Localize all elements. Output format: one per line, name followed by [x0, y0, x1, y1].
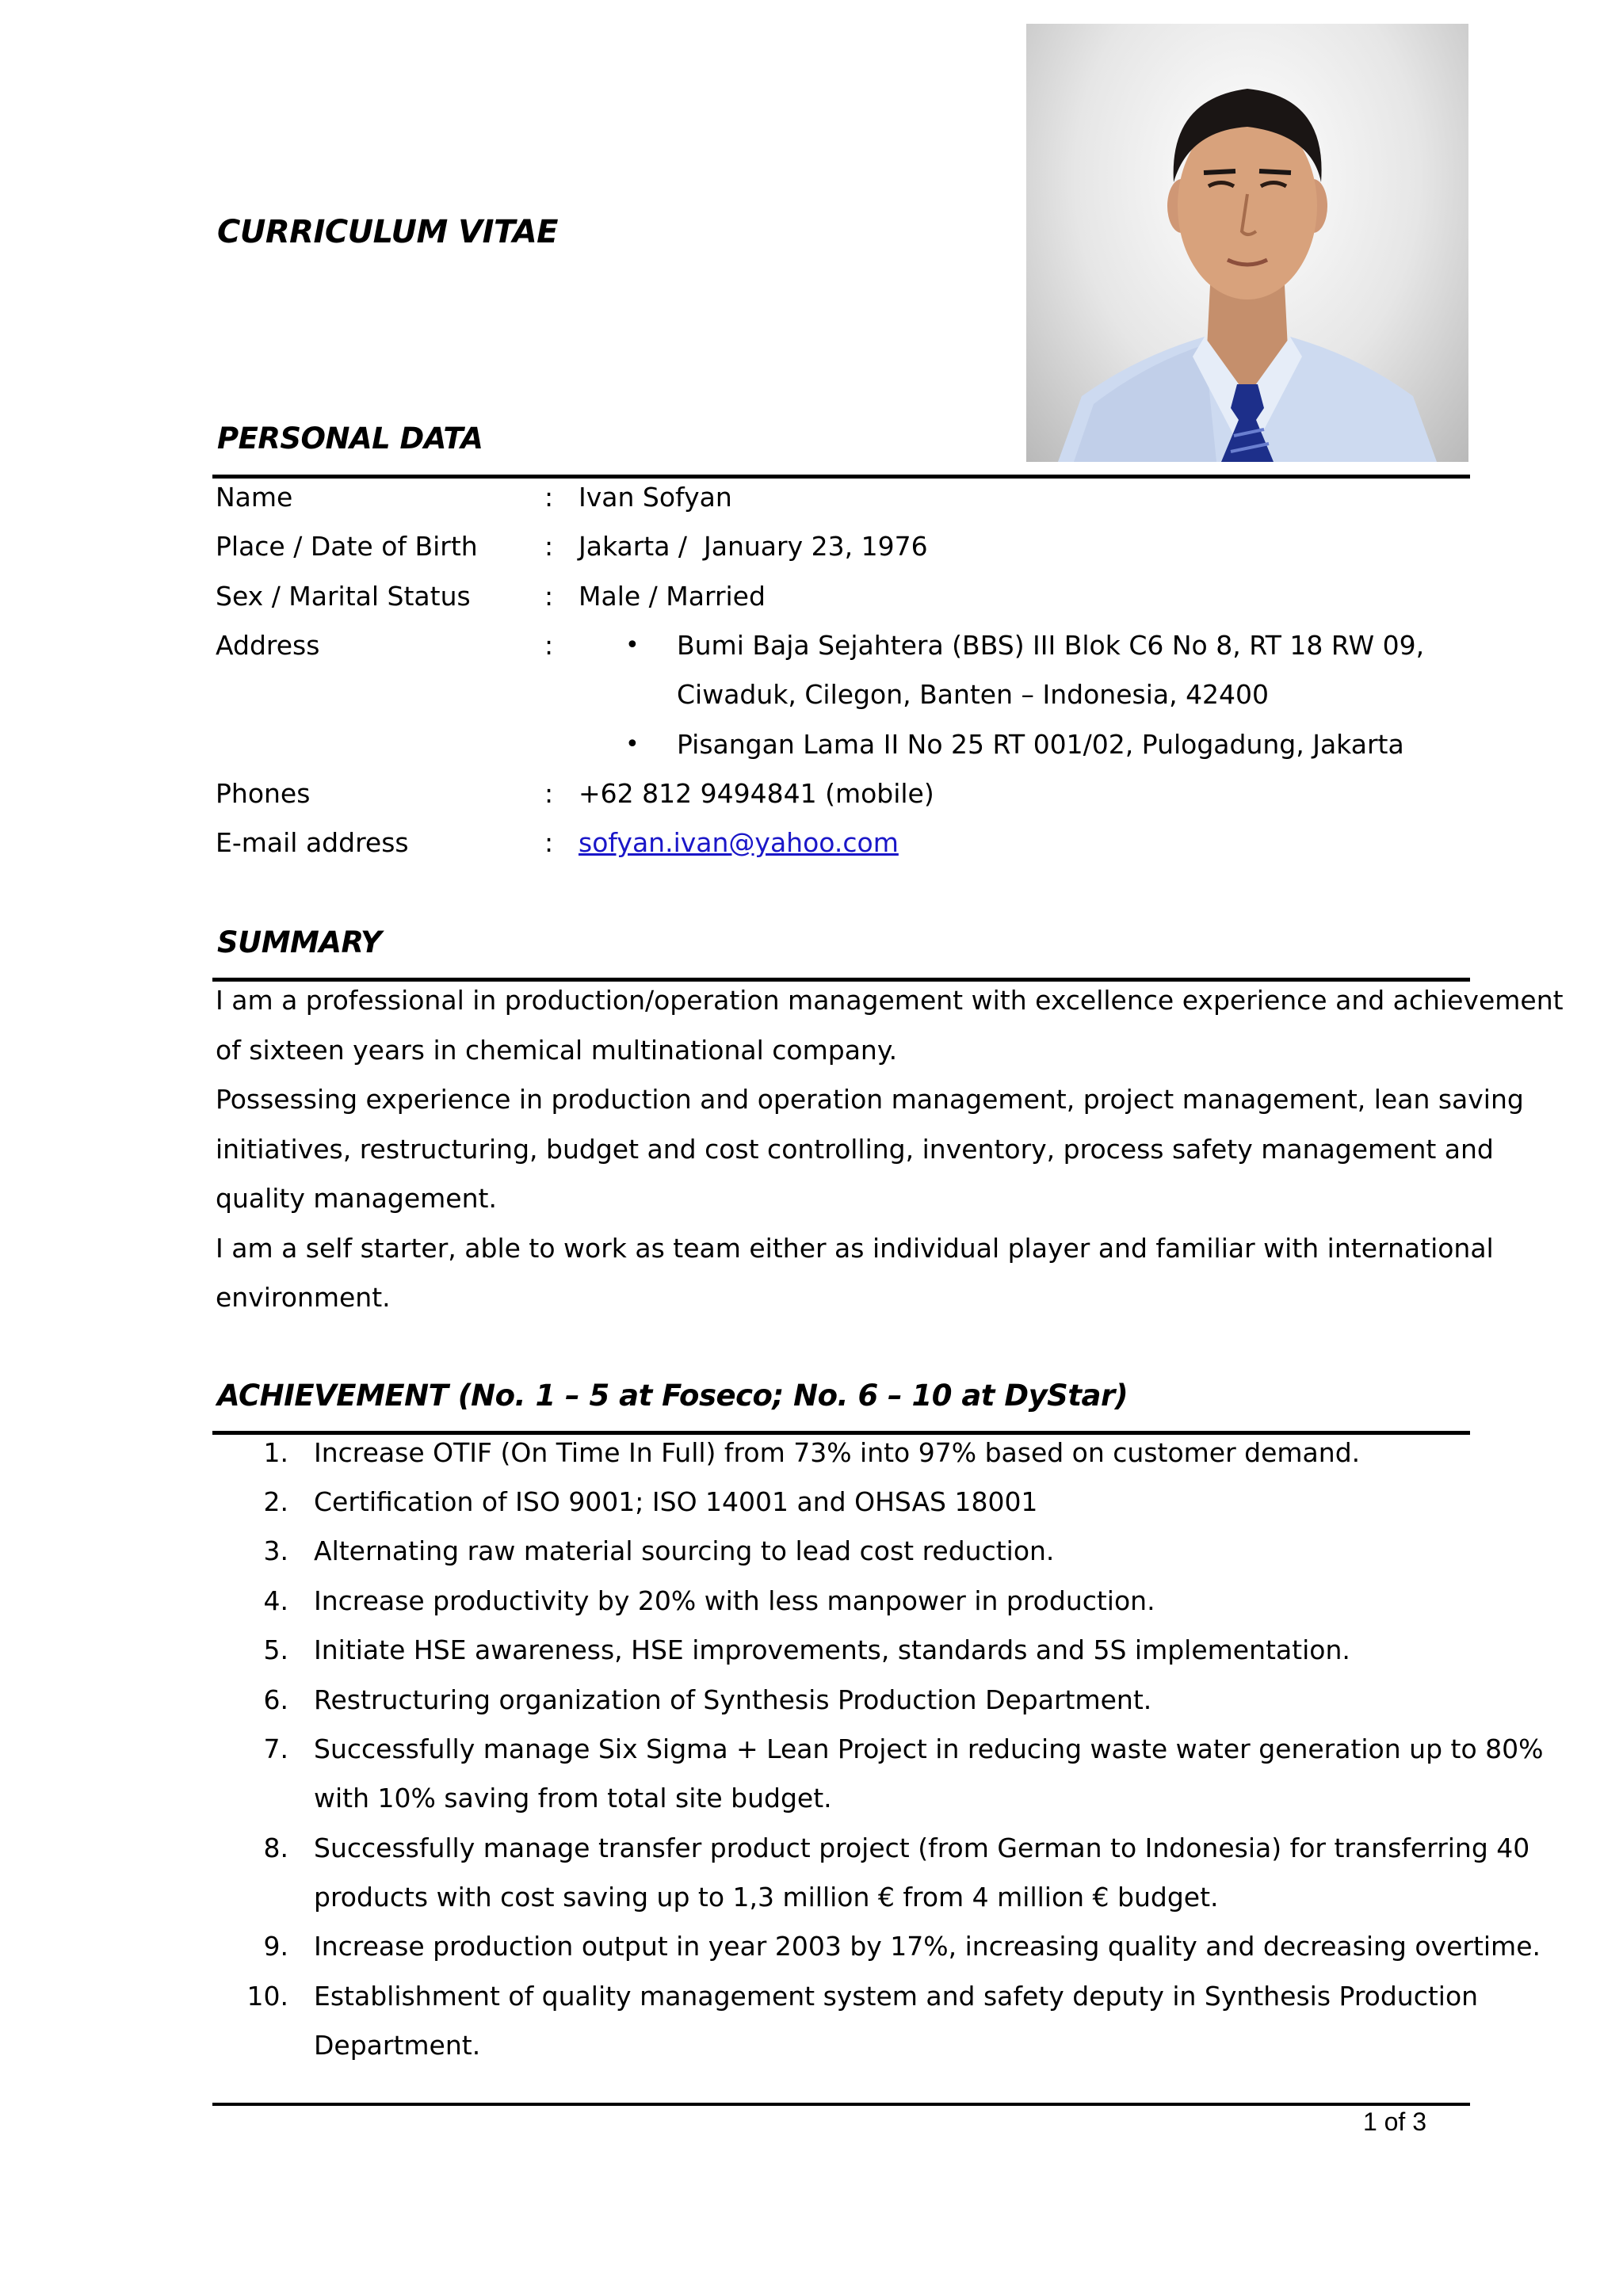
email-link[interactable]: sofyan.ivan@yahoo.com [579, 827, 899, 858]
bullet-icon: • [625, 730, 640, 758]
address-1-line2: Ciwaduk, Cilegon, Banten – Indonesia, 42400 [677, 679, 1270, 710]
achievement-item: Certification of ISO 9001; ISO 14001 and OHSAS 18001 [314, 1486, 1038, 1517]
achievement-item-continued: Department. [314, 2030, 481, 2061]
achievement-item: Successfully manage Six Sigma + Lean Project in reducing waste water generation up to 80% [314, 1733, 1544, 1764]
summary-text [216, 976, 1564, 1323]
summary-line: environment. [216, 1282, 391, 1313]
summary-line: I am a self starter, able to work as team either as individual player and familiar with international [216, 1232, 1494, 1264]
section-divider [212, 475, 1470, 479]
address-1-line1: Bumi Baja Sejahtera (BBS) III Blok C6 No 8, RT 18 RW 09, [677, 630, 1425, 661]
list-number: 9. [263, 1931, 288, 1962]
achievement-heading: ACHIEVEMENT (No. 1 – 5 at Foseco; No. 6 – 10 at DyStar) [217, 1379, 1128, 1413]
achievement-item: Successfully manage transfer product project (from German to Indonesia) for transferring 40 [314, 1833, 1530, 1863]
summary-line: initiatives, restructuring, budget and cost controlling, inventory, process safety management and [216, 1133, 1494, 1165]
achievement-item-continued: with 10% saving from total site budget. [314, 1783, 832, 1814]
achievement-item: Increase production output in year 2003 by 17%, increasing quality and decreasing overtime. [314, 1931, 1541, 1962]
colon: : [544, 531, 554, 562]
email-label: E-mail address [216, 827, 409, 858]
list-number: 3. [263, 1535, 288, 1566]
list-number: 7. [263, 1733, 288, 1764]
summary-line: Possessing experience in production and operation management, project management, lean saving [216, 1084, 1524, 1115]
footer-divider [212, 2103, 1470, 2106]
address-label: Address [216, 630, 320, 661]
achievement-item: Increase OTIF (On Time In Full) from 73% into 97% based on customer demand. [314, 1437, 1361, 1468]
name-value: Ivan Sofyan [579, 482, 732, 513]
list-number: 5. [263, 1634, 288, 1665]
section-divider [212, 1431, 1470, 1435]
colon: : [544, 630, 554, 661]
achievement-item: Alternating raw material sourcing to lead cost reduction. [314, 1535, 1055, 1566]
sex-label: Sex / Marital Status [216, 581, 471, 612]
achievement-item: Increase productivity by 20% with less manpower in production. [314, 1585, 1155, 1616]
summary-line: quality management. [216, 1183, 497, 1214]
phones-value: +62 812 9494841 (mobile) [579, 778, 934, 809]
summary-line: I am a professional in production/operation management with excellence experience and achievement [216, 985, 1564, 1016]
colon: : [544, 827, 554, 858]
colon: : [544, 581, 554, 612]
list-number: 10. [246, 1981, 288, 2012]
profile-photo-icon [1026, 24, 1468, 462]
birth-value: Jakarta / January 23, 1976 [579, 531, 928, 562]
achievement-item: Initiate HSE awareness, HSE improvements, standards and 5S implementation. [314, 1634, 1350, 1665]
phones-label: Phones [216, 778, 311, 809]
bullet-icon: • [625, 631, 640, 659]
summary-heading: SUMMARY [217, 925, 382, 959]
colon: : [544, 778, 554, 809]
personal-data-heading: PERSONAL DATA [217, 421, 483, 456]
list-number: 6. [263, 1684, 288, 1715]
profile-photo [1026, 24, 1468, 462]
list-number: 4. [263, 1585, 288, 1616]
document-title: CURRICULUM VITAE [217, 214, 558, 250]
list-number: 8. [263, 1833, 288, 1863]
sex-value: Male / Married [579, 581, 766, 612]
birth-label: Place / Date of Birth [216, 531, 478, 562]
name-label: Name [216, 482, 293, 513]
summary-line: of sixteen years in chemical multinational company. [216, 1034, 898, 1066]
address-2: Pisangan Lama II No 25 RT 001/02, Pulogadung, Jakarta [677, 729, 1404, 760]
list-number: 1. [263, 1437, 288, 1468]
achievement-item: Restructuring organization of Synthesis Production Department. [314, 1684, 1152, 1715]
achievement-item-continued: products with cost saving up to 1,3 million € from 4 million € budget. [314, 1882, 1219, 1913]
colon: : [544, 482, 554, 513]
page-number: 1 of 3 [1362, 2107, 1426, 2136]
list-number: 2. [263, 1486, 288, 1517]
achievement-item: Establishment of quality management system and safety deputy in Synthesis Production [314, 1981, 1479, 2012]
